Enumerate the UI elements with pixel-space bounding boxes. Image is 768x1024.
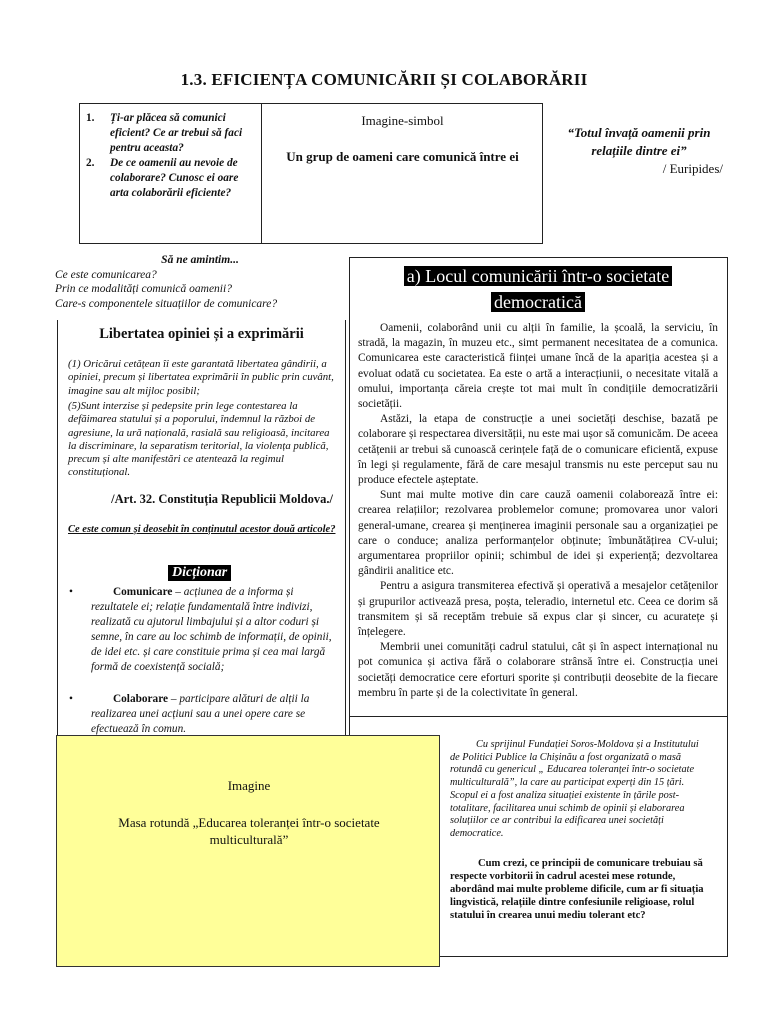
- compare-question: Ce este comun și deosebit în conținutul acestor două articole?: [68, 524, 336, 535]
- quote-text: “Totul învață oamenii prin relațiile dintre ei”: [567, 125, 711, 158]
- questions-list: [86, 111, 258, 201]
- section-a-heading: a) Locul comunicării într-o societate democratică: [373, 263, 703, 315]
- image-label: Imagine: [227, 778, 271, 793]
- quote-block: [555, 124, 723, 178]
- question-item: 2. De ce oamenii au nevoie de colaborare? Cunosc ei oare arta colaborării eficiente?: [86, 157, 239, 199]
- liberty-title: Libertatea opiniei și a exprimării: [99, 326, 304, 342]
- remind-line: Care-s componentele situațiilor de comunicare?: [55, 298, 278, 311]
- paragraph: Oamenii, colaborând unii cu alții în familie, la școală, la serviciu, în stradă, la magazin, în muzeu etc., simt permanent necesitatea de a comunica. Comunicarea este caracteristică ființei umane încă de la apariția acestea și a evoluat odată cu societatea. Ea este o artă a interacțiunii, o necesitate vitală a omului, importanța căreia crește tot mai mult în condițiile democratizării societății.: [358, 322, 718, 411]
- dictionary-heading: Dicționar: [168, 565, 231, 581]
- remind-line: Prin ce modalități comunică oamenii?: [55, 283, 232, 296]
- soros-text: Cu sprijinul Fundației Soros-Moldova și a Institutului de Politici Publice la Chișinău a fost organizată o masă rotundă cu genericul „ Educarea toleranței într-o societate multiculturală”, la care au participat experți din 15 țări. Scopul ei a fost analiza situației existente în țările post-totalitare, facilitarea unui schimb de opinii și elaborarea soluțiilor ce ar contribui la edificarea unei societăți democratice.: [450, 739, 699, 839]
- bullet-icon: •: [69, 586, 73, 598]
- dictionary-entry: • Comunicare – acțiunea de a informa și rezultatele ei; relație fundamentală între indivizi, realizată cu ajutorul limbajului și a altor coduri și semne, în care au loc schimb de informații, de opinii, de idei etc. și care constituie prima și cea mai largă formă de coexistență socială;: [69, 586, 332, 673]
- round-table-image-placeholder: [56, 735, 440, 967]
- page-title: 1.3. EFICIENȚA COMUNICĂRII ȘI COLABORĂRII: [180, 70, 588, 89]
- section-a-text: [358, 321, 718, 701]
- paragraph: Membrii unei comunități cadrul statului, cât și în aspect internațional nu pot comunica și activa fără o colaborare strânsă între ei. Construcția unei societăți democratice cere eforturi sporite și contribuții deosebite de la fiecare membru în parte și de la colectivitate în general.: [358, 641, 718, 699]
- liberty-paragraph-1: (1) Oricărui cetățean îi este garantată libertatea gândirii, a opiniei, precum și libertatea exprimării în public prin cuvânt, imagine sau alt mijloc posibil;: [68, 358, 334, 397]
- questions-box: [79, 103, 262, 244]
- question-item: 1. Ți-ar plăcea să comunici eficient? Ce ar trebui să faci pentru aceasta?: [86, 112, 243, 154]
- left-column: [57, 320, 346, 740]
- bullet-icon: •: [69, 693, 73, 705]
- remind-line: Ce este comunicarea?: [55, 268, 157, 281]
- article-reference: /Art. 32. Constituția Republicii Moldova./: [111, 492, 333, 506]
- image-caption: Masa rotundă „Educarea toleranței într-o societate multiculturală”: [118, 815, 380, 847]
- paragraph: Sunt mai multe motive din care cauză oamenii colaborează între ei: crearea relațiilor; rezolvarea problemelor comune; promovarea unor valori general-umane, crearea și menținerea imaginii personale sau a organizației pe care o conduce; analiza performanțelor obținute; îmbunătățirea CV-ului; argumentarea propriilor opinii; schimbul de idei și experiență; dezvoltarea gândirii analitice etc.: [358, 489, 718, 578]
- section-a-box: [349, 257, 728, 717]
- remind-heading: Să ne amintim...: [161, 254, 239, 266]
- symbol-image-box: [262, 103, 543, 244]
- liberty-paragraph-2: (5)Sunt interzise și pedepsite prin lege contestarea la defăimarea statului și a poporului, îndemnul la război de agresiune, la ură națională, rasială sau religioasă, incitarea la discriminare, la separatism teritorial, la violența publică, precum și alte manifestări ce atentează la regimul constituțional.: [68, 400, 330, 479]
- paragraph: Pentru a asigura transmiterea efectivă și operativă a mesajelor cetățenilor și grupurilor activează presa, poșta, teleradio, internetul etc. Ceea ce dorim să transmitem și să receptăm trebuie să expus clar și sincer, cu acuratețe și înțelegere.: [358, 580, 718, 639]
- paragraph: Astăzi, la etapa de construcție a unei societăți deschise, bazată pe colaborare și respectarea diversității, nu este mai ușor să comunicăm. De aceea cetățenii ar trebui să cunoască cerințele față de o comunicare eficientă, expuse în legi și regulamente, fără de care mesajul transmis nu este perceput sau nu produce efectele așteptate.: [358, 413, 718, 487]
- dictionary-entry: • Colaborare – participare alături de alții la realizarea unei acțiuni sau a unei opere care se efectuează în comun.: [69, 693, 310, 735]
- soros-question: Cum crezi, ce principii de comunicare trebuiau să respecte vorbitorii în cadrul acestei mese rotunde, abordând mai multe probleme dificile, cum ar fi situația lingvistică, relațiile dintre confesiunile religioase, rolul statului în crearea unui mediu tolerant etc?: [450, 858, 704, 921]
- symbol-image-description: Un grup de oameni care comunică între ei: [286, 149, 519, 164]
- quote-author: / Euripides/: [662, 161, 723, 176]
- remind-block: [55, 253, 345, 312]
- symbol-image-label: Imagine-simbol: [361, 113, 444, 128]
